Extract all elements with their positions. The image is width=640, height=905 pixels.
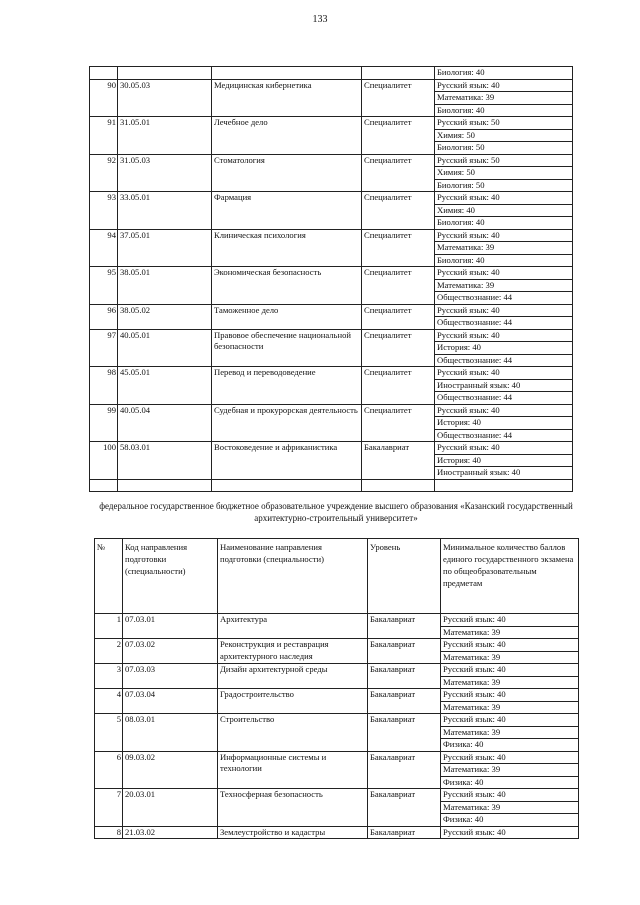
direction-code: 30.05.03 [118,79,212,117]
table-row [90,479,573,491]
row-number: 98 [90,367,118,405]
direction-code: 33.05.01 [118,192,212,230]
row-number: 99 [90,404,118,442]
row-number: 5 [95,714,123,752]
education-level: Бакалавриат [362,442,435,480]
direction-name: Техносферная безопасность [218,789,368,827]
direction-name: Судебная и прокурорская деятельность [212,404,362,442]
direction-name: Градостроительство [218,689,368,714]
subject-min-score: Математика: 39 [441,726,579,739]
direction-name: Таможенное дело [212,304,362,329]
subject-min-score: Математика: 39 [441,651,579,664]
row-number: 7 [95,789,123,827]
subject-min-score: Химия: 50 [435,129,573,142]
subject-min-score: Русский язык: 40 [441,714,579,727]
subject-min-score: Русский язык: 50 [435,154,573,167]
table-row [90,79,573,92]
table-row [90,67,573,80]
kgasu-table [94,538,579,839]
table-row [90,192,573,205]
header-level: Уровень [368,539,441,614]
education-level: Бакалавриат [368,614,441,639]
table-row [90,329,573,342]
direction-name: Лечебное дело [212,117,362,155]
direction-name: Экономическая безопасность [212,267,362,305]
subject-min-score: Русский язык: 40 [435,304,573,317]
subject-min-score: Биология: 50 [435,142,573,155]
direction-name: Дизайн архитектурной среды [218,664,368,689]
subject-min-score: Русский язык: 40 [441,826,579,839]
table-row [95,664,579,677]
education-level: Специалитет [362,304,435,329]
subject-min-score: Химия: 50 [435,167,573,180]
subject-min-score: Математика: 39 [435,242,573,255]
table-row [90,267,573,280]
direction-code: 31.05.01 [118,117,212,155]
header-name: Наименование направления подготовки (специальности) [218,539,368,614]
empty-cell [362,479,435,491]
education-level: Специалитет [362,329,435,367]
subject-min-score: Русский язык: 50 [435,117,573,130]
direction-code: 58.03.01 [118,442,212,480]
table-row [90,117,573,130]
row-number: 92 [90,154,118,192]
direction-code: 40.05.01 [118,329,212,367]
subject-min-score: Русский язык: 40 [435,267,573,280]
table-row [95,751,579,764]
table-row [90,304,573,317]
subject-min-score: Русский язык: 40 [435,79,573,92]
direction-name: Медицинская кибернетика [212,79,362,117]
table-header-row [95,539,579,614]
row-number: 97 [90,329,118,367]
subject-min-score: Русский язык: 40 [435,229,573,242]
subject-min-score: Обществознание: 44 [435,392,573,405]
table-row [95,689,579,702]
subject-min-score: Математика: 39 [435,279,573,292]
row-number: 3 [95,664,123,689]
education-level: Бакалавриат [368,789,441,827]
row-number: 91 [90,117,118,155]
subject-min-score: История: 40 [435,417,573,430]
direction-code: 31.05.03 [118,154,212,192]
direction-code: 07.03.04 [123,689,218,714]
subject-min-score: Математика: 39 [441,676,579,689]
direction-code: 38.05.02 [118,304,212,329]
subject-min-score: Физика: 40 [441,739,579,752]
direction-name: Реконструкция и реставрация архитектурного наследия [218,639,368,664]
direction-name: Клиническая психология [212,229,362,267]
table-row [95,639,579,652]
education-level: Бакалавриат [368,689,441,714]
subject-min-score: Математика: 39 [435,92,573,105]
row-number: 6 [95,751,123,789]
subject-min-score: История: 40 [435,342,573,355]
direction-name: Перевод и переводоведение [212,367,362,405]
education-level: Бакалавриат [368,751,441,789]
table-row [90,367,573,380]
subject-min-score: Русский язык: 40 [435,404,573,417]
education-level: Специалитет [362,117,435,155]
education-level: Специалитет [362,154,435,192]
direction-code: 07.03.01 [123,614,218,639]
subject-min-score: Математика: 39 [441,801,579,814]
empty-cell [90,67,118,80]
subject-min-score: История: 40 [435,454,573,467]
direction-code: 07.03.03 [123,664,218,689]
subject-min-score: Русский язык: 40 [435,442,573,455]
education-level: Бакалавриат [368,714,441,752]
subject-min-score: Математика: 39 [441,701,579,714]
education-level: Специалитет [362,267,435,305]
subject-min-score: Русский язык: 40 [441,614,579,627]
direction-name: Фармация [212,192,362,230]
direction-code: 09.03.02 [123,751,218,789]
empty-cell [212,479,362,491]
direction-name: Строительство [218,714,368,752]
subject-min-score: Биология: 40 [435,217,573,230]
empty-cell [362,67,435,80]
subject-min-score: Математика: 39 [441,626,579,639]
empty-cell [118,479,212,491]
row-number: 100 [90,442,118,480]
education-level: Бакалавриат [368,826,441,839]
subject-min-score: Русский язык: 40 [435,367,573,380]
subject-min-score: Физика: 40 [441,814,579,827]
direction-name: Архитектура [218,614,368,639]
empty-cell [212,67,362,80]
row-number: 95 [90,267,118,305]
table-row [90,442,573,455]
subject-min-score: Русский язык: 40 [441,789,579,802]
row-number: 2 [95,639,123,664]
direction-name: Землеустройство и кадастры [218,826,368,839]
subject-min-score: Русский язык: 40 [435,329,573,342]
empty-cell [435,479,573,491]
subject-min-score: Обществознание: 44 [435,429,573,442]
row-number: 93 [90,192,118,230]
organization-title: федеральное государственное бюджетное образовательное учреждение высшего образования «Казанский государственный архитектурно-строительный университет» [99,501,573,523]
subject-min-score: Математика: 39 [441,764,579,777]
subject-min-score: Биология: 40 [435,104,573,117]
education-level: Специалитет [362,229,435,267]
row-number: 90 [90,79,118,117]
header-number: № [95,539,123,614]
subject-min-score: Биология: 50 [435,179,573,192]
row-number: 94 [90,229,118,267]
education-level: Специалитет [362,404,435,442]
table-row [90,404,573,417]
subject-min-score: Русский язык: 40 [441,751,579,764]
row-number: 4 [95,689,123,714]
subject-min-score: Русский язык: 40 [441,664,579,677]
subject-min-score: Русский язык: 40 [435,192,573,205]
table-row [95,614,579,627]
education-level: Бакалавриат [368,664,441,689]
subject-min-score: Иностранный язык: 40 [435,379,573,392]
subject-min-score: Обществознание: 44 [435,292,573,305]
row-number: 1 [95,614,123,639]
subject-min-score: Обществознание: 44 [435,317,573,330]
direction-code: 37.05.01 [118,229,212,267]
subject-min-score: Биология: 40 [435,67,573,80]
empty-cell [90,479,118,491]
subject-min-score: Иностранный язык: 40 [435,467,573,480]
header-code: Код направления подготовки (специальности) [123,539,218,614]
direction-name: Правовое обеспечение национальной безопасности [212,329,362,367]
direction-name: Стоматология [212,154,362,192]
header-min-score: Минимальное количество баллов единого государственного экзамена по общеобразовательным предметам [441,539,579,614]
education-level: Специалитет [362,192,435,230]
direction-name: Информационные системы и технологии [218,751,368,789]
table-row [95,714,579,727]
empty-cell [118,67,212,80]
direction-code: 40.05.04 [118,404,212,442]
specialties-table-continued [89,66,573,492]
direction-code: 07.03.02 [123,639,218,664]
direction-code: 38.05.01 [118,267,212,305]
row-number: 96 [90,304,118,329]
subject-min-score: Русский язык: 40 [441,689,579,702]
subject-min-score: Химия: 40 [435,204,573,217]
page-number: 133 [312,14,328,25]
table-row [90,229,573,242]
direction-code: 08.03.01 [123,714,218,752]
direction-name: Востоковедение и африканистика [212,442,362,480]
subject-min-score: Русский язык: 40 [441,639,579,652]
subject-min-score: Биология: 40 [435,254,573,267]
direction-code: 21.03.02 [123,826,218,839]
table-row [95,789,579,802]
subject-min-score: Обществознание: 44 [435,354,573,367]
table-row [90,154,573,167]
row-number: 8 [95,826,123,839]
direction-code: 20.03.01 [123,789,218,827]
table-row [95,826,579,839]
education-level: Специалитет [362,79,435,117]
direction-code: 45.05.01 [118,367,212,405]
education-level: Специалитет [362,367,435,405]
education-level: Бакалавриат [368,639,441,664]
subject-min-score: Физика: 40 [441,776,579,789]
